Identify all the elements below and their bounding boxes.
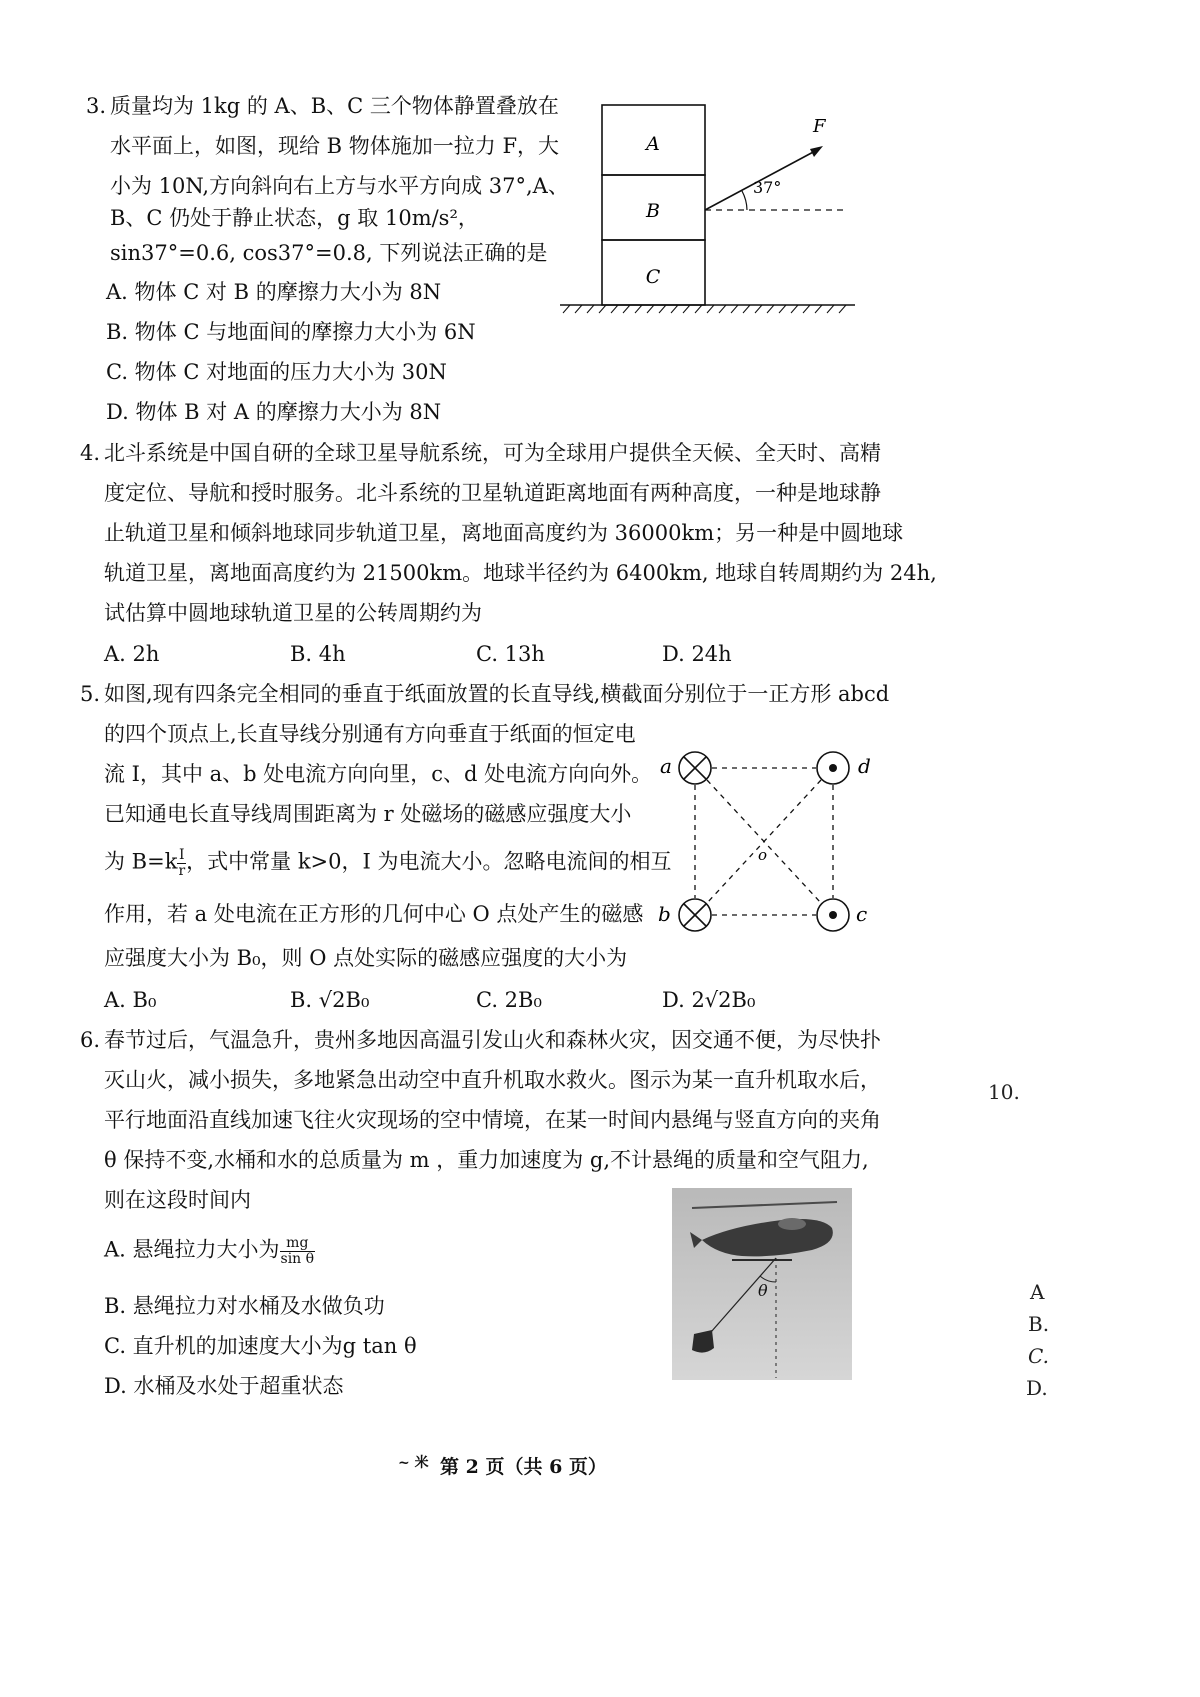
question-text-line: 则在这段时间内: [104, 1188, 251, 1212]
option-c: C. 13h: [476, 642, 545, 666]
fraction-denominator: r: [178, 862, 186, 879]
angle-arc: [742, 191, 747, 210]
option-a: A. 2h: [104, 642, 160, 666]
option-a: A. 物体 C 对 B 的摩擦力大小为 8N: [106, 280, 442, 304]
wire-a-into-page: [679, 752, 711, 784]
question-text-line: 应强度大小为 B₀，则 O 点处实际的磁感应强度的大小为: [104, 946, 628, 970]
question-text-line: 的四个顶点上,长直导线分别通有方向垂直于纸面的恒定电: [104, 722, 636, 746]
question-text-line: 流 I，其中 a、b 处电流方向向里，c、d 处电流方向向外。: [104, 762, 653, 786]
wire-d-out-of-page: [817, 752, 849, 784]
label-b: b: [658, 902, 671, 926]
option-d: D. 24h: [662, 642, 732, 666]
option-d: D. 2√2B₀: [662, 988, 756, 1012]
question-text-line: θ 保持不变,水桶和水的总质量为 m ，重力加速度为 g,不计悬绳的质量和空气阻力,: [104, 1148, 869, 1172]
question-text-line: 春节过后，气温急升，贵州多地因高温引发山火和森林火灾，因交通不便，为尽快扑: [104, 1028, 881, 1052]
page-number: 第 2 页（共 6 页）: [440, 1456, 607, 1478]
option-b: B. √2B₀: [290, 988, 370, 1012]
helicopter-photo: [672, 1188, 852, 1380]
question-text-line: 作用，若 a 处电流在正方形的几何中心 O 点处产生的磁感: [104, 902, 644, 926]
question-text-line: 已知通电长直导线周围距离为 r 处磁场的磁感应强度大小: [104, 802, 632, 826]
question-text-line: 灭山火，减小损失，多地紧急出动空中直升机取水救火。图示为某一直升机取水后，: [104, 1068, 881, 1092]
question-number: 3.: [86, 94, 107, 118]
angle-label: 37°: [753, 178, 782, 197]
question-text-line: 小为 10N,方向斜向右上方与水平方向成 37°,A、: [110, 174, 569, 198]
ground-hatching: [563, 305, 846, 313]
option-c: C. 直升机的加速度大小为g tan θ: [104, 1334, 417, 1358]
margin-option: B.: [1028, 1312, 1050, 1336]
block-c-label: C: [645, 266, 661, 288]
force-label: F: [813, 116, 826, 137]
option-d: D. 水桶及水处于超重状态: [104, 1374, 344, 1398]
force-arrowhead: [810, 146, 823, 157]
option-a: A. B₀: [104, 988, 157, 1012]
formula-prefix: 为 B=k: [104, 849, 178, 874]
block-b-label: B: [646, 200, 660, 222]
question-number: 4.: [80, 441, 101, 465]
margin-option: C.: [1028, 1344, 1049, 1368]
margin-option: D.: [1026, 1376, 1048, 1400]
label-o: o: [758, 846, 768, 864]
option-c: C. 2B₀: [476, 988, 542, 1012]
wire-b-into-page: [679, 899, 711, 931]
label-d: d: [858, 754, 871, 778]
question-text-line: 北斗系统是中国自研的全球卫星导航系统，可为全球用户提供全天候、全天时、高精: [104, 441, 881, 465]
question-text-line: 水平面上，如图，现给 B 物体施加一拉力 F，大: [110, 134, 560, 158]
question-text-line: 轨道卫星，离地面高度约为 21500km。地球半径约为 6400km, 地球自转周期约为 24h,: [104, 561, 937, 585]
option-a: [104, 1236, 315, 1266]
question-number: 5.: [80, 682, 101, 706]
option-b: B. 悬绳拉力对水桶及水做负功: [104, 1294, 385, 1318]
formula-line: [104, 848, 671, 878]
question-text-line: 度定位、导航和授时服务。北斗系统的卫星轨道距离地面有两种高度，一种是地球静: [104, 481, 881, 505]
option-c: C. 物体 C 对地面的压力大小为 30N: [106, 360, 447, 384]
question-text-line: 如图,现有四条完全相同的垂直于纸面放置的长直导线,横截面分别位于一正方形 abcd: [104, 682, 890, 706]
question-text-line: 式中常量 k>0，I 为电流大小。忽略电流间的相互: [207, 849, 672, 874]
question-text-line: 止轨道卫星和倾斜地球同步轨道卫星，离地面高度约为 36000km；另一种是中圆地球: [104, 521, 904, 545]
option-a-text: A. 悬绳拉力大小为: [104, 1237, 280, 1262]
option-b: B. 物体 C 与地面间的摩擦力大小为 6N: [106, 320, 476, 344]
question-number: 6.: [80, 1028, 101, 1052]
option-a-fraction: [280, 1236, 316, 1266]
wire-c-out-of-page: [817, 899, 849, 931]
block-a-label: A: [646, 133, 660, 155]
stacked-blocks-figure: [555, 100, 875, 320]
margin-question-number: 10.: [988, 1080, 1020, 1104]
question-text-line: 平行地面沿直线加速飞往火灾现场的空中情境，在某一时间内悬绳与竖直方向的夹角: [104, 1108, 881, 1132]
question-text-line: B、C 仍处于静止状态，g 取 10m/s²，: [110, 206, 479, 230]
fraction-denominator: sin θ: [280, 1250, 315, 1267]
fraction-numerator: I: [179, 847, 185, 863]
formula-fraction: [177, 848, 186, 878]
square-wires-figure: [648, 740, 888, 940]
question-text-line: sin37°=0.6, cos37°=0.8, 下列说法正确的是: [110, 241, 548, 265]
margin-option: A: [1030, 1280, 1045, 1304]
question-text-line: 试估算中圆地球轨道卫星的公转周期约为: [104, 601, 482, 625]
label-a: a: [660, 754, 672, 778]
formula-suffix: ，: [186, 849, 208, 874]
footer-mark: ~ 米: [398, 1455, 429, 1471]
option-d: D. 物体 B 对 A 的摩擦力大小为 8N: [106, 400, 442, 424]
question-text-line: 质量均为 1kg 的 A、B、C 三个物体静置叠放在: [110, 94, 559, 118]
option-b: B. 4h: [290, 642, 346, 666]
theta-label: θ: [758, 1281, 768, 1300]
fraction-numerator: mg: [280, 1236, 316, 1252]
label-c: c: [856, 902, 868, 926]
